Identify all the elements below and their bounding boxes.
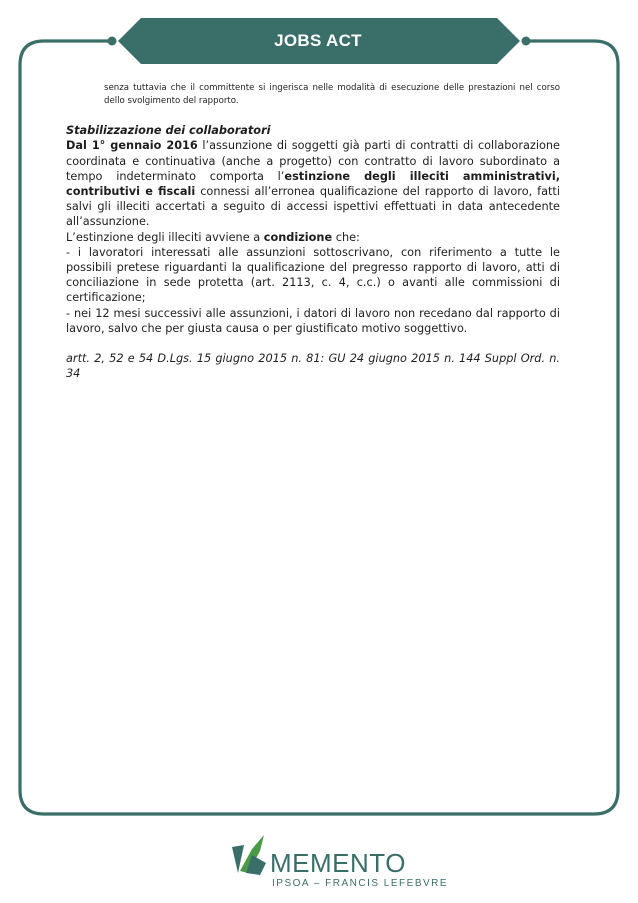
paragraph-2: L’estinzione degli illeciti avviene a condizione che:	[66, 230, 360, 244]
brand-name: MEMENTO	[270, 848, 406, 878]
brand-subtitle: IPSOA – FRANCIS LEFEBVRE	[272, 878, 449, 889]
start-date-bold: Dal 1° gennaio 2016	[66, 139, 198, 153]
condition-item-2: - nei 12 mesi successivi alle assunzioni, i datori di lavoro non recedano dal rapporto di lavoro, salvo che per giusta causa o per giustificato motivo soggettivo.	[66, 306, 560, 335]
section-title: Stabilizzazione dei collaboratori	[66, 124, 271, 138]
continuation-note: senza tuttavia che il committente si ingerisca nelle modalità di esecuzione delle prestazioni nel corso dello svolgimento del rapporto.	[104, 83, 560, 106]
memento-leaf-logo-icon	[230, 833, 270, 877]
header-title: JOBS ACT	[274, 31, 362, 50]
extinction-bold: estinzione degli illeciti amministrativi, contributivi e fiscali	[66, 169, 560, 198]
frame-dot-right-icon	[522, 37, 531, 46]
section-stabilizzazione	[66, 123, 560, 336]
paragraph-1: Dal 1° gennaio 2016 l’assunzione di soggetti già parti di contratti di collaborazione coordinata e continuativa (anche a progetto) con contratto di lavoro subordinato a tempo indeterminato comporta l’estinzione degli illeciti amministrativi, contributivi e fiscali connessi all’erronea qualificazione del rapporto di lavoro, fatti salvi gli illeciti accertati a seguito di accessi ispettivi effettuati in data antecedente all’assunzione.	[66, 139, 561, 229]
condition-item-1: - i lavoratori interessati alle assunzioni sottoscrivano, con riferimento a tutte le possibili pretese riguardanti la qualificazione del pregresso rapporto di lavoro, atti di conciliazione in sede protetta (art. 2113, c. 4, c.c.) o avanti alle commissioni di certificazione;	[66, 245, 560, 305]
page-content	[66, 82, 560, 393]
condition-bold: condizione	[263, 230, 333, 244]
frame-dot-left-icon	[108, 37, 117, 46]
legal-citation: artt. 2, 52 e 54 D.Lgs. 15 giugno 2015 n. 81: GU 24 giugno 2015 n. 144 Suppl Ord. n. 34	[66, 352, 560, 381]
